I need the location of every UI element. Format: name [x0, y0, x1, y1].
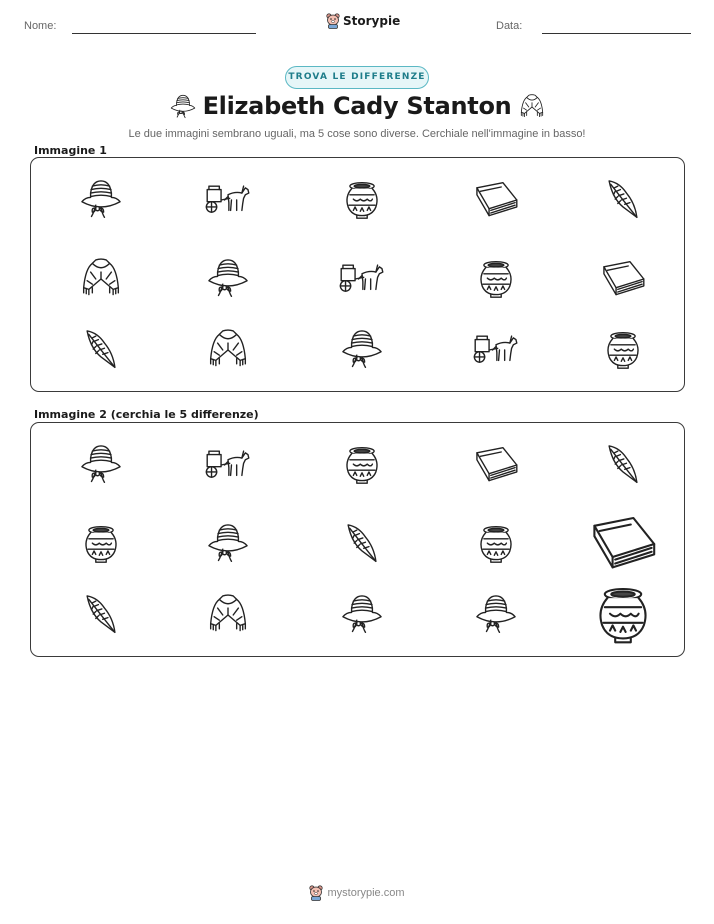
img2-pot-icon[interactable] — [584, 576, 662, 654]
img2-pot-icon[interactable] — [75, 518, 127, 570]
brand-logo — [326, 13, 400, 29]
name-label: Nome: — [24, 20, 57, 32]
name-line[interactable] — [72, 33, 256, 34]
img1-shawl-icon — [75, 253, 127, 305]
date-label: Data: — [496, 20, 523, 32]
footer-site: mystorypie.com — [327, 887, 405, 899]
img2-book-icon[interactable] — [470, 439, 522, 491]
img2-book-icon[interactable] — [584, 505, 662, 583]
image1-label: Immagine 1 — [34, 144, 107, 157]
image1-panel — [30, 157, 685, 392]
img1-quill-icon — [597, 174, 649, 226]
page-title: Elizabeth Cady Stanton — [202, 92, 512, 120]
img1-hat-icon — [75, 174, 127, 226]
img1-hat-icon — [336, 324, 388, 376]
footer — [0, 885, 714, 901]
brand-name: Storypie — [343, 14, 401, 28]
date-line[interactable] — [542, 33, 691, 34]
img1-quill-icon — [75, 324, 127, 376]
img2-quill-icon[interactable] — [75, 589, 127, 641]
instructions: Le due immagini sembrano uguali, ma 5 cose sono diverse. Cerchiale nell'immagine in basso! — [128, 128, 586, 140]
image2-label: Immagine 2 (cerchia le 5 differenze) — [34, 408, 259, 421]
img2-carriage-icon[interactable] — [202, 439, 254, 491]
img1-book-icon — [597, 253, 649, 305]
activity-badge: TROVA LE DIFFERENZE — [285, 66, 429, 89]
img2-quill-icon[interactable] — [336, 518, 388, 570]
img2-pot-icon[interactable] — [336, 439, 388, 491]
img1-book-icon — [470, 174, 522, 226]
img1-shawl-icon — [202, 324, 254, 376]
img1-hat-icon — [202, 253, 254, 305]
img1-carriage-icon — [202, 174, 254, 226]
img2-hat-icon[interactable] — [470, 589, 522, 641]
img1-pot-icon — [336, 174, 388, 226]
img1-pot-icon — [470, 253, 522, 305]
image2-panel[interactable] — [30, 422, 685, 657]
img1-pot-icon — [597, 324, 649, 376]
bear-logo-icon — [326, 13, 340, 29]
img2-pot-icon[interactable] — [470, 518, 522, 570]
img1-carriage-icon — [336, 253, 388, 305]
shawl-icon — [516, 91, 548, 123]
img2-quill-icon[interactable] — [597, 439, 649, 491]
img2-hat-icon[interactable] — [336, 589, 388, 641]
img2-hat-icon[interactable] — [202, 518, 254, 570]
bear-logo-icon — [309, 885, 323, 901]
img2-hat-icon[interactable] — [75, 439, 127, 491]
img2-shawl-icon[interactable] — [202, 589, 254, 641]
img1-carriage-icon — [470, 324, 522, 376]
